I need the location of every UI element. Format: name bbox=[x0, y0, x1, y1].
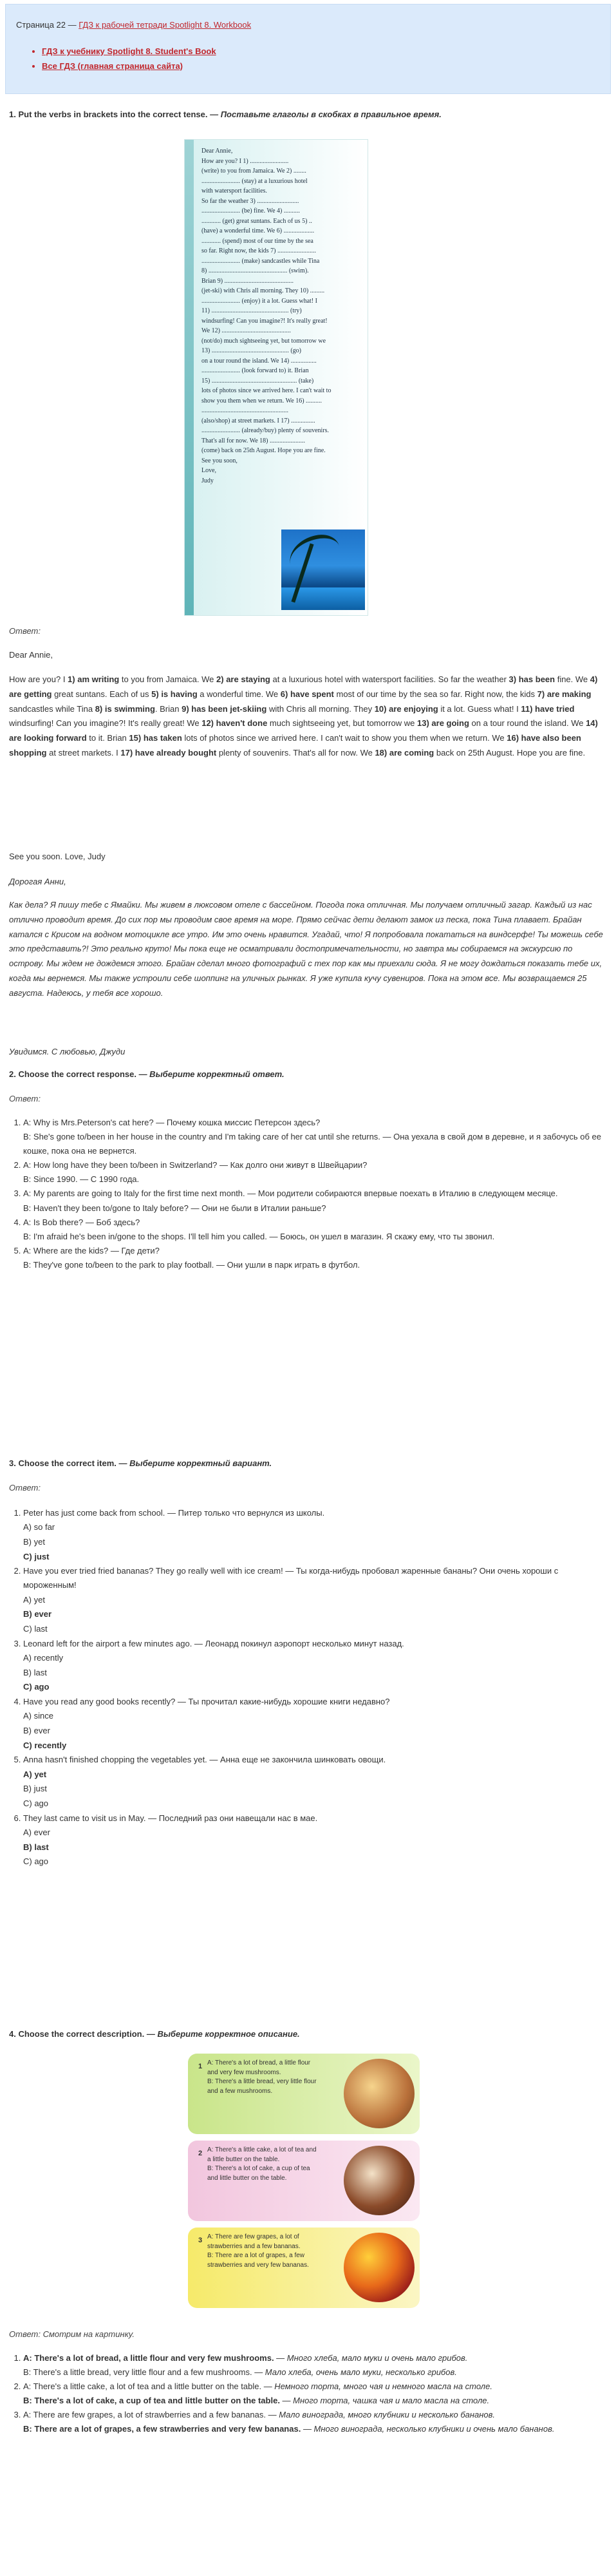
option-a-ru: — Мало винограда, много клубники и несколько бананов. bbox=[265, 2410, 496, 2420]
task3-item bbox=[23, 1506, 608, 1564]
answer-line: B: I'm afraid he's been in/gone to the shops. I'll tell him you called. — Боюсь, он ушел в магазин. Я скажу ему, что ты звонил. bbox=[23, 1231, 495, 1241]
task1-title bbox=[9, 108, 608, 122]
question-line: 5. Anna hasn't finished chopping the vegetables yet. — Анна еще не закончила шинковать овощи. bbox=[23, 1755, 386, 1765]
task2-item bbox=[23, 1187, 608, 1215]
cake-image bbox=[344, 2146, 415, 2215]
question-line: 3. A: My parents are going to Italy for the first time next month. — Мои родители собираются впервые поехать в Италию в следующем месяце. bbox=[23, 1188, 558, 1199]
workbook-line: How are you? I 1) ........................ bbox=[201, 157, 289, 165]
workbook-line: We 12) ........................................... bbox=[201, 327, 291, 334]
question-line: 1. A: Why is Mrs.Peterson's cat here? — Почему кошка миссис Петерсон здесь? bbox=[23, 1118, 321, 1127]
option-a-ru: — Много хлеба, мало муки и очень мало грибов. bbox=[274, 2353, 468, 2363]
workbook-line: (come) back on 25th August. Hope you are fine. bbox=[201, 447, 326, 454]
task2-item bbox=[23, 1116, 608, 1158]
workbook-line: So far the weather 3) .......................... bbox=[201, 197, 299, 205]
task2-item bbox=[23, 1244, 608, 1272]
workbook-line: ............ (get) great suntans. Each of us 5) .. bbox=[201, 217, 312, 225]
workbook-line: ........................ (make) sandcastles while Tina bbox=[201, 257, 320, 265]
related-link-item bbox=[42, 45, 600, 59]
workbook-line: (jet-ski) with Chris all morning. They 10) ......... bbox=[201, 287, 325, 294]
option-line: B) ever bbox=[23, 1609, 52, 1619]
workbook-line: Brian 9) ........................................... bbox=[201, 277, 294, 285]
task3-item bbox=[23, 1637, 608, 1695]
task1-title-en: 1. Put the verbs in brackets into the correct tense. bbox=[9, 110, 208, 119]
option-b-ru: — Мало хлеба, очень мало муки, несколько грибов. bbox=[252, 2367, 457, 2378]
task1-title-ru: — Поставьте глаголы в скобках в правильное время. bbox=[207, 110, 442, 119]
answer-line: B: Since 1990. — С 1990 года. bbox=[23, 1174, 140, 1185]
option-b bbox=[23, 2365, 608, 2380]
picture-option-b: B: There's a little bread, very little flour and a few mushrooms. bbox=[207, 2078, 317, 2095]
task4-item bbox=[23, 2408, 608, 2436]
option-line: C) ago bbox=[23, 1856, 49, 1867]
option-a-text: A: There's a lot of bread, a little flour and very few mushrooms. bbox=[23, 2353, 274, 2363]
answer-line: B: Haven't they been to/gone to Italy before? — Они не были в Италии раньше? bbox=[23, 1203, 326, 1213]
option-a bbox=[23, 2351, 608, 2365]
related-link-item bbox=[42, 60, 600, 73]
workbook-exercise-image bbox=[184, 139, 368, 616]
workbook-line: show you them when we return. We 16) .......... bbox=[201, 397, 322, 405]
option-line: B) yet bbox=[23, 1536, 45, 1547]
workbook-line: with watersport facilities. bbox=[201, 187, 267, 195]
task1-answer-label: Ответ: bbox=[9, 626, 41, 636]
task3-title-ru: — Выберите корректный вариант. bbox=[116, 1458, 272, 1468]
workbook-line: See you soon, bbox=[201, 457, 238, 464]
task3-item bbox=[23, 1564, 608, 1636]
workbook-line: ........................ (stay) at a luxurious hotel bbox=[201, 177, 308, 185]
option-line: A) recently bbox=[23, 1652, 64, 1663]
picture-block-text bbox=[207, 2146, 320, 2183]
option-a bbox=[23, 2408, 608, 2422]
picture-block-2 bbox=[188, 2141, 420, 2221]
workbook-line: ........................ (already/buy) plenty of souvenirs. bbox=[201, 427, 330, 434]
question-line: 5. A: Where are the kids? — Где дети? bbox=[23, 1245, 160, 1255]
workbook-line: (also/shop) at street markets. I 17) ............... bbox=[201, 417, 315, 425]
workbook-line: ........................ (look forward to) it. Brian bbox=[201, 367, 309, 374]
workbook-line: Judy bbox=[201, 477, 214, 484]
workbook-line: ............ (spend) most of our time by the sea bbox=[201, 237, 313, 245]
option-line: A) ever bbox=[23, 1827, 50, 1837]
picture-option-a: A: There's a lot of bread, a little flour and very few mushrooms. bbox=[207, 2059, 311, 2076]
related-links bbox=[16, 45, 600, 73]
picture-block-number: 2 bbox=[198, 2150, 203, 2157]
fruit-image bbox=[344, 2233, 415, 2302]
workbook-line: on a tour round the island. We 14) ................ bbox=[201, 357, 317, 365]
option-line: B) last bbox=[23, 1667, 47, 1677]
option-a-text: A: There's a little cake, a lot of tea and a little butter on the table. bbox=[23, 2381, 262, 2392]
task3-item bbox=[23, 1811, 608, 1869]
question-line: 6. They last came to visit us in May. — Последний раз они навещали нас в мае. bbox=[23, 1813, 318, 1823]
picture-option-b: B: There are a lot of grapes, a few strawberries and very few bananas. bbox=[207, 2252, 309, 2269]
task4-title bbox=[9, 2028, 608, 2041]
task2-list-wrap bbox=[9, 1116, 608, 1272]
option-line: A) since bbox=[23, 1711, 53, 1721]
letter-english: How are you? I 1) am writing to you from Jamaica. We 2) are staying at a luxurious hotel with watersport facilities. So far the weather 3) has been fine. We 4) are getting great suntans. Each of us 5) is having a wonderful time. We 6) have spent most of our time by the sea so far. Right now, the kids 7) are making sandcastles while Tina 8) is swimming. Brian 9) has been jet-skiing with Chris all morning. They 10) are enjoying it a lot. Guess what! I 11) have tried windsurfing! Can you imagine?! It's really great! We 12) haven't done much sightseeing yet, but tomorrow we 13) are going on a tour round the island. We 14) are looking forward to it. Brian 15) has taken lots of photos since we arrived here. I can't wait to show you them when we return. We 16) have also been shopping at street markets. I 17) have already bought plenty of souvenirs. That's all for now. We 18) are coming back on 25th August. Hope you are fine. bbox=[9, 674, 598, 758]
picture-block-number: 1 bbox=[198, 2063, 203, 2070]
task3-item bbox=[23, 1753, 608, 1811]
picture-block-1 bbox=[188, 2054, 420, 2134]
task3-title-en: 3. Choose the correct item. bbox=[9, 1458, 117, 1468]
task4-item bbox=[23, 2351, 608, 2380]
task2-answer-label: Ответ: bbox=[9, 1094, 41, 1103]
option-b bbox=[23, 2422, 608, 2436]
option-line: C) ago bbox=[23, 1682, 50, 1692]
workbook-line: ...................................................... bbox=[201, 407, 288, 414]
letter-signoff: See you soon. Love, Judy bbox=[9, 852, 106, 861]
option-a bbox=[23, 2380, 608, 2394]
option-line: C) ago bbox=[23, 1798, 49, 1809]
option-a-ru: — Немного торта, много чая и немного масла на столе. bbox=[261, 2381, 492, 2392]
letter-greeting-ru: Дорогая Анни, bbox=[9, 877, 66, 886]
task3-answer-label: Ответ: bbox=[9, 1483, 41, 1493]
option-line: A) so far bbox=[23, 1522, 55, 1532]
workbook-line: 11) ................................................ (try) bbox=[201, 307, 302, 314]
option-b-ru: — Много торта, чашка чая и мало масла на столе. bbox=[279, 2396, 490, 2406]
letter-russian: Как дела? Я пишу тебе с Ямайки. Мы живем в люксовом отеле с бассейном. Погода пока отличная. Мы получаем отличный загар. Каждый из нас отлично проводит время. До сих пор мы проводим свое время на море. Прямо сейчас дети делают замок из песка, пока Тина плавает. Брайан катался с Крисом на водном мотоцикле все утро. Им это очень нравится. Угадай, что! Я попробовала покататься на виндсерфе! Ты можешь себе это представить?! Это реально круто! Мы пока еще не осматривали достопримечательности, но завтра мы собираемся на экскурсию по острову. Мы ждем не дождемся этого. Брайан сделал много фотографий с тех пор как мы приехали сюда. Я не могу дождаться показать тебе их, когда мы вернемся. Мы также устроили себе шоппинг на уличных рынках. Я уже купила кучу сувениров. Пока на этом все. Мы возвращаемся 25 августа. Надеюсь, у тебя все хорошо. bbox=[9, 900, 603, 998]
option-line: B) last bbox=[23, 1842, 49, 1852]
question-line: 1. Peter has just come back from school. — Питер только что вернулся из школы. bbox=[23, 1508, 325, 1518]
food-description-picture bbox=[188, 2054, 420, 2311]
page-prefix: Страница 22 — bbox=[16, 20, 79, 30]
task4-title-ru: — Выберите корректное описание. bbox=[144, 2029, 300, 2039]
task2-title bbox=[9, 1068, 608, 1082]
workbook-line: 15) ..................................................... (take) bbox=[201, 377, 314, 385]
option-b-text: B: There's a little bread, very little flour and a few mushrooms. bbox=[23, 2367, 252, 2378]
workbook-line: (not/do) much sightseeing yet, but tomorrow we bbox=[201, 337, 326, 345]
workbook-letter-text bbox=[201, 146, 362, 486]
task4-item bbox=[23, 2380, 608, 2408]
task3-list-wrap bbox=[9, 1506, 608, 1869]
picture-block-text bbox=[207, 2059, 320, 2096]
palm-leaves bbox=[286, 531, 344, 579]
letter-signoff-ru: Увидимся. С любовью, Джуди bbox=[9, 1047, 126, 1056]
picture-option-b: B: There's a lot of cake, a cup of tea and little butter on the table. bbox=[207, 2165, 310, 2182]
option-b bbox=[23, 2394, 608, 2408]
option-line: B) just bbox=[23, 1784, 47, 1794]
task4-list bbox=[9, 2351, 608, 2437]
bread-image bbox=[344, 2059, 415, 2128]
task3-list bbox=[9, 1506, 608, 1869]
option-line: C) just bbox=[23, 1551, 50, 1561]
option-line: A) yet bbox=[23, 1769, 47, 1779]
workbook-line: (write) to you from Jamaica. We 2) ........ bbox=[201, 167, 306, 175]
students-book-link[interactable]: ГДЗ к учебнику Spotlight 8. Student's Book bbox=[42, 46, 216, 56]
workbook-line: ........................ (be) fine. We 4) .......... bbox=[201, 207, 300, 215]
task2-title-ru: — Выберите корректный ответ. bbox=[136, 1069, 285, 1079]
option-b-text: B: There's a lot of cake, a cup of tea and little butter on the table. bbox=[23, 2396, 280, 2406]
workbook-line: windsurfing! Can you imagine?! It's really great! bbox=[201, 317, 328, 325]
letter-greeting: Dear Annie, bbox=[9, 650, 53, 660]
option-line: A) yet bbox=[23, 1594, 45, 1605]
picture-block-number: 3 bbox=[198, 2237, 203, 2244]
task4-answer-label: Ответ: Смотрим на картинку. bbox=[9, 2329, 135, 2339]
option-line: C) last bbox=[23, 1624, 48, 1634]
picture-block-text bbox=[207, 2233, 320, 2270]
option-line: B) ever bbox=[23, 1725, 50, 1735]
task2-list bbox=[9, 1116, 608, 1272]
task3-title bbox=[9, 1457, 608, 1471]
workbook-line: 8) ................................................. (swim). bbox=[201, 267, 309, 274]
answer-line: B: She's gone to/been in her house in the country and I'm taking care of her cat until she returns. — Она уехала в свой дом в деревне, и я забочусь об ее кошке, пока она не вернется. bbox=[23, 1132, 602, 1156]
page-breadcrumb bbox=[16, 19, 600, 32]
workbook-line: ........................ (enjoy) it a lot. Guess what! I bbox=[201, 297, 317, 305]
picture-option-a: A: There are few grapes, a lot of strawberries and a few bananas. bbox=[207, 2233, 301, 2250]
workbook-line: That's all for now. We 18) ...................... bbox=[201, 437, 305, 444]
task4-list-wrap bbox=[9, 2351, 608, 2437]
workbook-line: so far. Right now, the kids 7) ........................ bbox=[201, 247, 316, 254]
question-line: 4. A: Is Bob there? — Боб здесь? bbox=[23, 1217, 140, 1227]
task2-title-en: 2. Choose the correct response. bbox=[9, 1069, 136, 1079]
task2-item bbox=[23, 1216, 608, 1244]
workbook-line: Love, bbox=[201, 467, 217, 474]
header-panel bbox=[5, 4, 611, 94]
task3-item bbox=[23, 1695, 608, 1753]
option-a-text: A: There are few grapes, a lot of strawberries and a few bananas. bbox=[23, 2410, 266, 2420]
workbook-line: (have) a wonderful time. We 6) ................... bbox=[201, 227, 315, 234]
answer-line: B: They've gone to/been to the park to play football. — Они ушли в парк играть в футбол. bbox=[23, 1259, 360, 1270]
question-line: 2. Have you ever tried fried bananas? They go really well with ice cream! — Ты когда-нибудь пробовал жаренные бананы? Они очень хороши с мороженным! bbox=[23, 1566, 559, 1590]
all-gdz-link[interactable]: Все ГДЗ (главная страница сайта) bbox=[42, 61, 183, 71]
picture-block-3 bbox=[188, 2228, 420, 2308]
question-line: 4. Have you read any good books recently? — Ты прочитал какие-нибудь хорошие книги недавно? bbox=[23, 1697, 390, 1707]
workbook-line: Dear Annie, bbox=[201, 148, 233, 155]
option-b-ru: — Много винограда, несколько клубники и очень мало бананов. bbox=[301, 2424, 555, 2434]
workbook-link[interactable]: ГДЗ к рабочей тетради Spotlight 8. Workbook bbox=[79, 20, 252, 30]
beach-photo bbox=[281, 530, 365, 610]
workbook-line: 13) ................................................ (go) bbox=[201, 347, 301, 354]
workbook-line: lots of photos since we arrived here. I can't wait to bbox=[201, 387, 331, 394]
task4-title-en: 4. Choose the correct description. bbox=[9, 2029, 145, 2039]
task2-item bbox=[23, 1158, 608, 1187]
option-b-text: B: There are a lot of grapes, a few strawberries and very few bananas. bbox=[23, 2424, 301, 2434]
question-line: 2. A: How long have they been to/been in Switzerland? — Как долго они живут в Швейцарии? bbox=[23, 1160, 368, 1170]
workbook-page-edge bbox=[185, 140, 194, 615]
picture-option-a: A: There's a little cake, a lot of tea and a little butter on the table. bbox=[207, 2146, 317, 2163]
question-line: 3. Leonard left for the airport a few minutes ago. — Леонард покинул аэропорт несколько минут назад. bbox=[23, 1638, 404, 1648]
option-line: C) recently bbox=[23, 1740, 67, 1750]
